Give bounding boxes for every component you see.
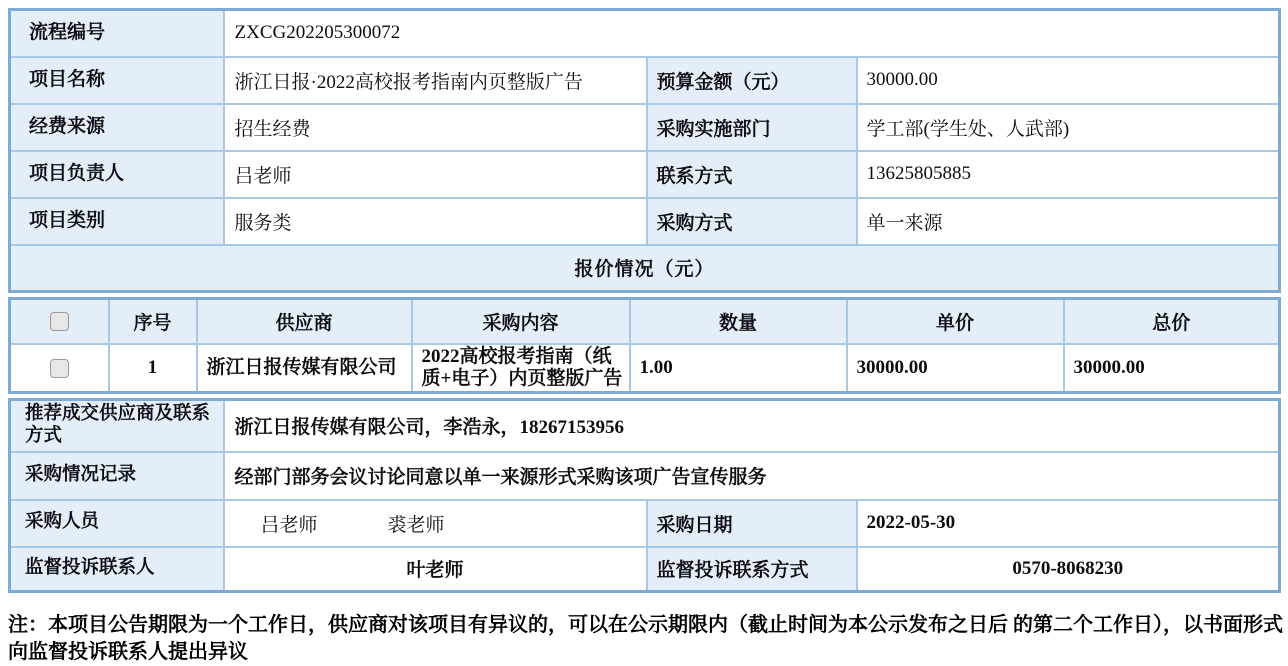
project-leader-value: 吕老师	[224, 151, 647, 198]
procurement-record-label: 采购情况记录	[10, 452, 224, 500]
recommended-supplier-value: 浙江日报传媒有限公司，李浩永，18267153956	[224, 400, 1280, 452]
table-row	[10, 400, 1280, 452]
purchasing-department-value: 学工部(学生处、人武部)	[857, 104, 1280, 151]
quote-table	[8, 297, 1281, 394]
procurement-method-value: 单一来源	[857, 198, 1280, 245]
budget-amount-value: 30000.00	[857, 57, 1280, 104]
supervision-contact-person-value: 叶老师	[224, 547, 647, 592]
table-row	[10, 57, 1280, 104]
select-all-checkbox[interactable]	[50, 312, 69, 331]
seq-header: 序号	[109, 299, 197, 344]
staff-name: 吕老师	[260, 514, 318, 536]
qty-header: 数量	[630, 299, 847, 344]
row-select-checkbox[interactable]	[50, 359, 69, 378]
supervision-contact-method-label: 监督投诉联系方式	[647, 547, 857, 592]
purchasing-department-label: 采购实施部门	[647, 104, 857, 151]
contact-value: 13625805885	[857, 151, 1280, 198]
content-header: 采购内容	[412, 299, 630, 344]
supervision-contact-method-value: 0570-8068230	[857, 547, 1280, 592]
supervision-contact-person-label: 监督投诉联系人	[10, 547, 224, 592]
table-row	[10, 500, 1280, 547]
procurement-record-value: 经部门部务会议讨论同意以单一来源形式采购该项广告宣传服务	[224, 452, 1280, 500]
content-value: 2022高校报考指南（纸质+电子）内页整版广告	[412, 344, 630, 393]
purchase-date-label: 采购日期	[647, 500, 857, 547]
project-name-value: 浙江日报·2022高校报考指南内页整版广告	[224, 57, 647, 104]
quote-data-row	[10, 344, 1280, 393]
budget-amount-label: 预算金额（元）	[647, 57, 857, 104]
seq-value: 1	[109, 344, 197, 393]
table-row	[10, 452, 1280, 500]
quote-section-title: 报价情况（元）	[10, 245, 1280, 292]
table-row	[10, 198, 1280, 245]
table-row	[10, 151, 1280, 198]
select-all-cell	[10, 299, 109, 344]
process-number-label: 流程编号	[10, 10, 224, 57]
purchasing-staff-value	[224, 500, 647, 547]
procurement-method-label: 采购方式	[647, 198, 857, 245]
funding-source-label: 经费来源	[10, 104, 224, 151]
staff-name: 裘老师	[387, 514, 445, 536]
total-price-value: 30000.00	[1064, 344, 1280, 393]
unit-price-header: 单价	[847, 299, 1064, 344]
section-header-row	[10, 245, 1280, 292]
contact-label: 联系方式	[647, 151, 857, 198]
funding-source-value: 招生经费	[224, 104, 647, 151]
project-leader-label: 项目负责人	[10, 151, 224, 198]
total-price-header: 总价	[1064, 299, 1280, 344]
unit-price-value: 30000.00	[847, 344, 1064, 393]
announcement-note: 注：本项目公告期限为一个工作日，供应商对该项目有异议的，可以在公示期限内（截止时间为本公示发布之日后 的第二个工作日），以书面形式向监督投诉联系人提出异议	[8, 614, 1283, 663]
quote-header-row	[10, 299, 1280, 344]
project-category-value: 服务类	[224, 198, 647, 245]
supplier-value: 浙江日报传媒有限公司	[197, 344, 412, 393]
row-select-cell	[10, 344, 109, 393]
process-number-value: ZXCG202205300072	[224, 10, 1280, 57]
table-row	[10, 547, 1280, 592]
project-info-table	[8, 8, 1281, 293]
purchasing-staff-label: 采购人员	[10, 500, 224, 547]
qty-value: 1.00	[630, 344, 847, 393]
recommended-supplier-label: 推荐成交供应商及联系方式	[10, 400, 224, 452]
project-category-label: 项目类别	[10, 198, 224, 245]
summary-table	[8, 398, 1281, 593]
table-row	[10, 104, 1280, 151]
purchase-date-value: 2022-05-30	[857, 500, 1280, 547]
table-row	[10, 10, 1280, 57]
supplier-header: 供应商	[197, 299, 412, 344]
project-name-label: 项目名称	[10, 57, 224, 104]
